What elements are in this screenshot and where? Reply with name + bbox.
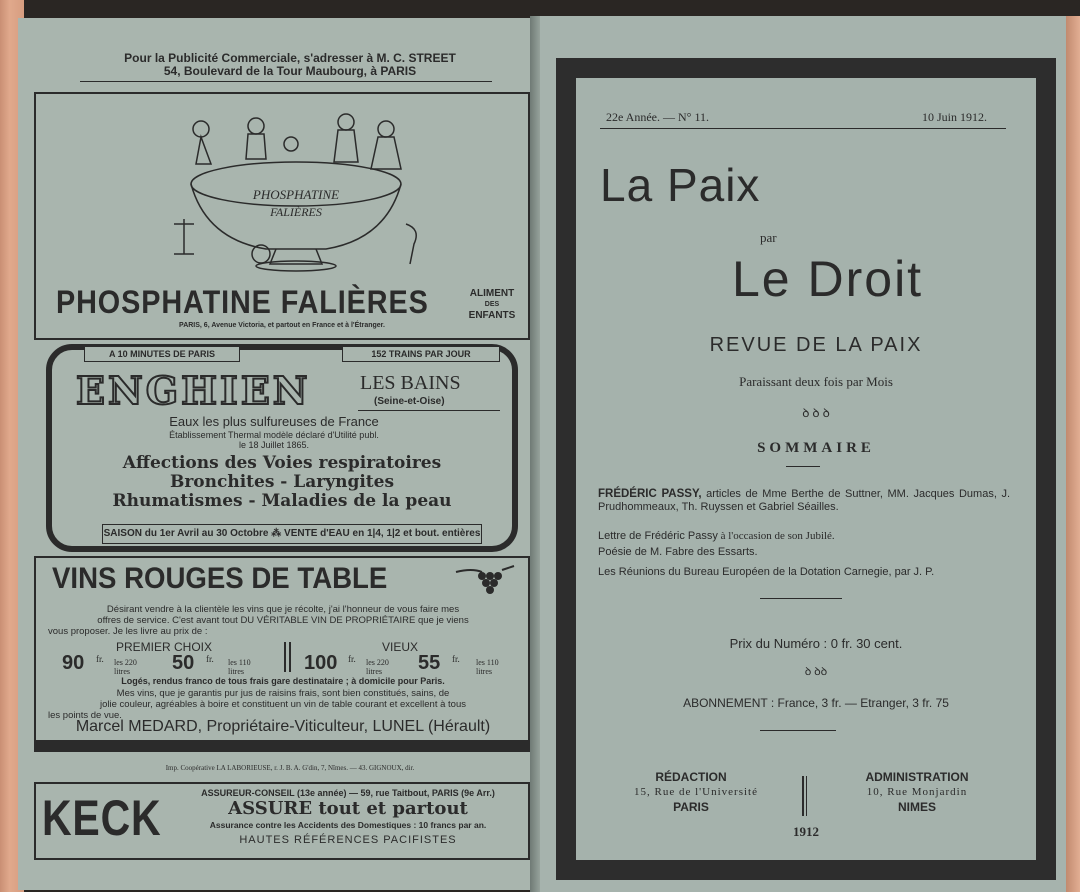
- enghien-region-rule: [358, 410, 500, 411]
- vins-intro: [44, 604, 522, 637]
- ornament-1: ꝺ ꝺ ꝺ: [802, 406, 830, 420]
- subscription-rule: [760, 730, 836, 731]
- issue-date: 10 Juin 1912.: [922, 110, 988, 124]
- keck-line2: ASSURE tout et partout: [228, 798, 468, 819]
- toc-item-2-text: à l'occasion de son Jubilé.: [717, 530, 835, 542]
- price-divider-2: [289, 642, 291, 672]
- price-2: 50: [172, 652, 195, 674]
- price-1-unit: fr.: [96, 654, 104, 664]
- enghien-line1: Eaux les plus sulfureuses de France: [169, 414, 379, 429]
- subscription: ABONNEMENT : France, 3 fr. — Etranger, 3 fr. 75: [683, 696, 949, 710]
- sommaire-heading: SOMMAIRE: [757, 440, 875, 456]
- vins-ad: [34, 556, 530, 752]
- price-3: 100: [304, 652, 338, 674]
- toc-item-2-lead: Lettre de Frédéric Passy: [598, 530, 718, 542]
- ailments-line1: Affections des Voies respiratoires: [122, 453, 442, 473]
- phosphatine-address: PARIS, 6, Avenue Victoria, et partout en France et à l'Étranger.: [179, 322, 385, 329]
- keck-line3: Assurance contre les Accidents des Domestiques : 10 francs par an.: [209, 820, 487, 830]
- toc-item-4-lead: Les Réunions du Bureau Européen de la Dotation Carnegie,: [598, 566, 892, 578]
- redaction-city: PARIS: [673, 800, 709, 814]
- enghien-line3: le 18 Juillet 1865.: [238, 440, 310, 450]
- enghien-region: (Seine-et-Oise): [374, 396, 445, 407]
- vins-text-line2: jolie couleur, agréables à boire et constituent un vin de table courant et excellent à tous: [100, 699, 466, 710]
- address-divider: [802, 776, 804, 816]
- vins-delivery: Logés, rendus franco de tous frais gare destinataire ; à domicile pour Paris.: [121, 676, 445, 686]
- price-1-qty: les 220 litres: [114, 658, 137, 676]
- vins-bottom-band: [36, 740, 528, 750]
- toc-item-1-text: articles de Mme Berthe de Suttner, MM. Jacques Dumas, J. Prudhommeaux, Th. Ruyssen et Gabriel Séailles.: [598, 488, 1010, 513]
- book-edge-right: [1066, 10, 1080, 892]
- redaction-address: 15, Rue de l'Université: [634, 786, 758, 798]
- enghien-ad: [34, 344, 530, 552]
- ailments-line3: Rhumatismes - Maladies de la peau: [112, 491, 452, 511]
- toc-item-1: [598, 488, 1010, 514]
- keck-ad: [34, 782, 530, 860]
- keck-line1: ASSUREUR-CONSEIL (13e année) — 59, rue Taitbout, PARIS (9e Arr.): [201, 788, 495, 798]
- bowl-text-1: PHOSPHATINE: [252, 187, 340, 202]
- bowl-text-2: FALIÈRES: [270, 205, 322, 219]
- vins-signature: Marcel MEDARD, Propriétaire-Viticulteur, LUNEL (Hérault): [75, 718, 491, 735]
- vins-description: [44, 688, 522, 721]
- enghien-season: SAISON du 1er Avril au 30 Octobre ⁂ VENTE d'EAU en 1|4, 1|2 et bout. entières: [102, 524, 482, 544]
- phosphatine-side-label: [460, 288, 524, 321]
- imprint: Imp. Coopérative LA LABORIEUSE, r. J. B. A. G'din, 7, Nîmes. — 43. GIGNOUX, dir.: [165, 764, 415, 772]
- vins-text-line3: les points de vue.: [48, 710, 122, 721]
- grapes-icon: [452, 564, 518, 598]
- price-3-unit: fr.: [348, 654, 356, 664]
- redaction-label: RÉDACTION: [655, 770, 727, 784]
- price-3-qty: les 220 litres: [366, 658, 389, 676]
- premier-choix-label: PREMIER CHOIX: [116, 640, 213, 654]
- header-rule: [80, 81, 492, 82]
- subtitle: REVUE DE LA PAIX: [709, 334, 923, 356]
- vins-text-line1: Mes vins, que je garantis pur jus de raisins frais, sont bien constitués, sains, de: [116, 688, 450, 699]
- toc-item-3-lead: Poésie de M. Fabre des Essarts.: [598, 546, 758, 558]
- vins-intro-line3: vous proposer. Je les livre au prix de :: [48, 626, 208, 637]
- issue-number: 22e Année. — N° 11.: [606, 110, 710, 124]
- price-4-qty: les 110 litres: [476, 658, 499, 676]
- vins-intro-line1: Désirant vendre à la clientèle les vins que je récolte, j'ai l'honneur de vous faire mes: [106, 604, 460, 615]
- toc-item-3: [598, 546, 1010, 558]
- title-le-droit: Le Droit: [732, 251, 924, 307]
- price-4: 55: [418, 652, 441, 674]
- date-rule: [600, 128, 1006, 129]
- ornament-2: ꝺ ꝺꝺ: [804, 666, 828, 678]
- price-2-unit: fr.: [206, 654, 214, 664]
- administration-city: NIMES: [897, 800, 936, 814]
- side-label-aliment: ALIMENT: [469, 288, 515, 299]
- advertising-header-line1: Pour la Publicité Commerciale, s'adresser à M. C. STREET: [124, 51, 456, 65]
- price: Prix du Numéro : 0 fr. 30 cent.: [729, 636, 903, 651]
- vieux-label: VIEUX: [382, 640, 419, 654]
- toc-item-4: [598, 566, 1018, 578]
- scan-background: [530, 0, 1080, 16]
- advertising-header-line2: 54, Boulevard de la Tour Maubourg, à PARIS: [163, 64, 417, 78]
- price-divider: [284, 642, 286, 672]
- toc-item-2: [598, 530, 1010, 542]
- administration-label: ADMINISTRATION: [865, 770, 969, 784]
- enghien-title: ENGHIEN: [76, 368, 311, 413]
- vins-intro-line2: offres de service. C'est avant tout DU VÉRITABLE VIN DE PROPRIÉTAIRE que je viens: [97, 615, 469, 626]
- vins-title: VINS ROUGES DE TABLE: [52, 562, 388, 595]
- enghien-tag-left: A 10 MINUTES DE PARIS: [84, 346, 240, 362]
- enghien-tag-right: 152 TRAINS PAR JOUR: [342, 346, 500, 362]
- sommaire-rule: [786, 466, 820, 467]
- enghien-line2: Établissement Thermal modèle déclaré d'Utilité publ.: [169, 430, 379, 440]
- administration-address: 10, Rue Monjardin: [866, 786, 968, 798]
- frequency: Paraissant deux fois par Mois: [739, 374, 893, 389]
- phosphatine-title: PHOSPHATINE FALIÈRES: [56, 284, 429, 320]
- title-la-paix: La Paix: [600, 159, 761, 211]
- toc-item-4-text: par J. P.: [891, 566, 935, 578]
- publication-year: 1912: [793, 824, 819, 839]
- advertising-header: [60, 52, 520, 78]
- ailments-line2: Bronchites - Laryngites: [169, 472, 395, 492]
- toc-rule: [760, 598, 842, 599]
- children-bowl-illustration: [166, 104, 426, 274]
- address-divider-2: [806, 776, 807, 816]
- price-2-qty: les 110 litres: [228, 658, 251, 676]
- enghien-subtitle: LES BAINS: [360, 372, 461, 394]
- title-par: par: [760, 230, 777, 245]
- side-label-enfants: ENFANTS: [468, 310, 516, 321]
- enghien-ailments: [58, 454, 506, 511]
- phosphatine-ad: [34, 92, 530, 340]
- toc-item-1-lead: FRÉDÉRIC PASSY,: [598, 488, 702, 500]
- keck-logo: KECK: [42, 790, 162, 846]
- side-label-des: DES: [484, 301, 500, 308]
- price-1: 90: [62, 652, 85, 674]
- keck-line4: HAUTES RÉFÉRENCES PACIFISTES: [239, 834, 457, 846]
- price-4-unit: fr.: [452, 654, 460, 664]
